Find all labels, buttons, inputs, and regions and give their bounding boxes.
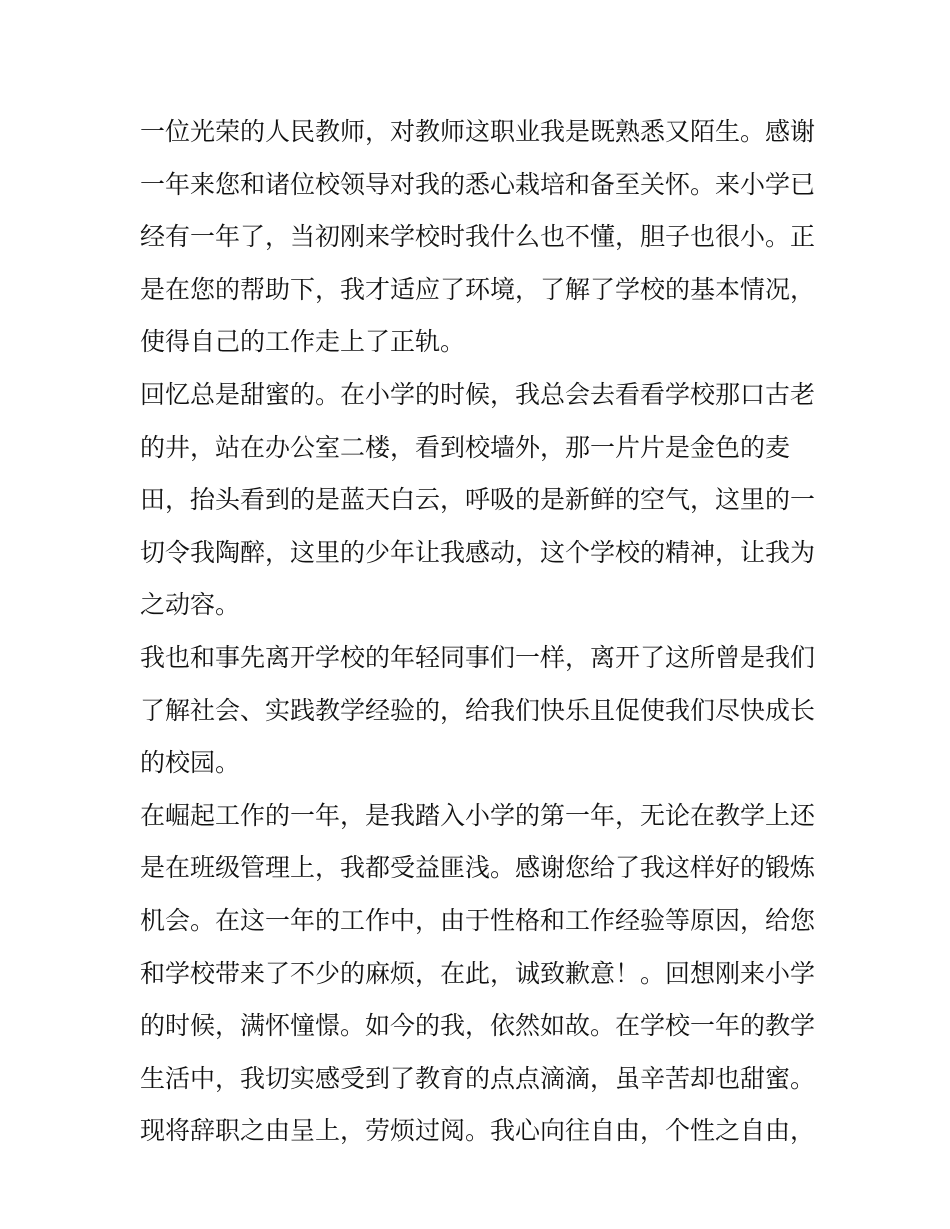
text-line: 之动容。: [140, 590, 241, 620]
text-line: 的井，站在办公室二楼，看到校墙外，那一片片是金色的麦: [140, 432, 791, 462]
text-line: 是在班级管理上，我都受益匪浅。感谢您给了我这样好的锻炼: [140, 853, 816, 883]
text-line: 现将辞职之由呈上，劳烦过阅。我心向往自由，个性之自由，: [140, 1116, 816, 1146]
text-line: 的时候，满怀憧憬。如今的我，依然如故。在学校一年的教学: [140, 1011, 816, 1041]
text-line: 一年来您和诸位校领导对我的悉心栽培和备至关怀。来小学已: [140, 169, 816, 199]
document-body: [140, 106, 815, 1158]
text-line: 是在您的帮助下，我才适应了环境，了解了学校的基本情况，: [140, 274, 816, 304]
text-line: 使得自己的工作走上了正轨。: [140, 327, 466, 357]
text-line: 和学校带来了不少的麻烦，在此，诚致歉意！。回想刚来小学: [140, 958, 816, 988]
text-line: 一位光荣的人民教师，对教师这职业我是既熟悉又陌生。感谢: [140, 117, 816, 146]
text-line: 生活中，我切实感受到了教育的点点滴滴，虽辛苦却也甜蜜。: [140, 1063, 816, 1093]
text-line: 回忆总是甜蜜的。在小学的时候，我总会去看看学校那口古老: [140, 379, 816, 409]
text-line: 机会。在这一年的工作中，由于性格和工作经验等原因，给您: [140, 905, 816, 935]
text-line: 田，抬头看到的是蓝天白云，呼吸的是新鲜的空气，这里的一: [140, 485, 816, 515]
text-line: 在崛起工作的一年，是我踏入小学的第一年，无论在教学上还: [140, 800, 816, 830]
text-line: 切令我陶醉，这里的少年让我感动，这个学校的精神，让我为: [140, 537, 816, 567]
text-line: 经有一年了，当初刚来学校时我什么也不懂，胆子也很小。正: [140, 222, 816, 252]
text-line: 的校园。: [140, 748, 241, 778]
text-line: 了解社会、实践教学经验的，给我们快乐且促使我们尽快成长: [140, 695, 816, 725]
text-line: 我也和事先离开学校的年轻同事们一样，离开了这所曾是我们: [140, 642, 816, 672]
